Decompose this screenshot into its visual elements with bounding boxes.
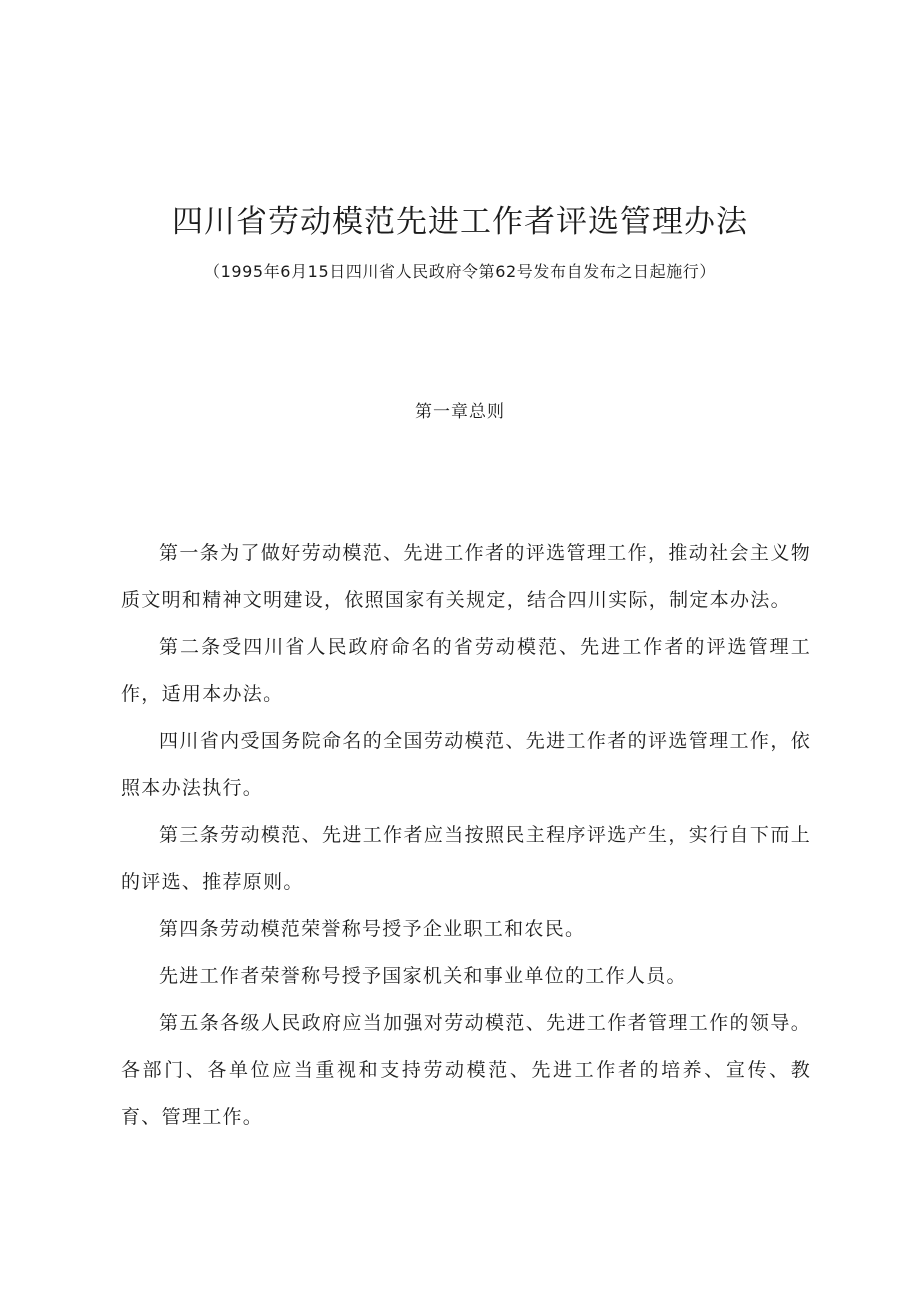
document-body (121, 530, 811, 1141)
article-4-continuation-paragraph: 先进工作者荣誉称号授予国家机关和事业单位的工作人员。 (159, 965, 687, 987)
article-3-paragraph: 第三条劳动模范、先进工作者应当按照民主程序评选产生，实行自下而上的评选、推荐原则。 (121, 824, 811, 893)
article-2-continuation-paragraph: 四川省内受国务院命名的全国劳动模范、先进工作者的评选管理工作，依照本办法执行。 (121, 730, 811, 799)
article-2-paragraph: 第二条受四川省人民政府命名的省劳动模范、先进工作者的评选管理工作，适用本办法。 (121, 636, 811, 705)
document-title: 四川省劳动模范先进工作者评选管理办法 (172, 204, 748, 240)
article-4-paragraph: 第四条劳动模范荣誉称号授予企业职工和农民。 (159, 918, 586, 940)
document-subtitle: （1995年6月15日四川省人民政府令第62号发布自发布之日起施行） (203, 262, 717, 281)
article-5-paragraph: 第五条各级人民政府应当加强对劳动模范、先进工作者管理工作的领导。各部门、各单位应当重视和支持劳动模范、先进工作者的培养、宣传、教育、管理工作。 (121, 1012, 811, 1128)
article-1-paragraph: 第一条为了做好劳动模范、先进工作者的评选管理工作，推动社会主义物质文明和精神文明建设，依照国家有关规定，结合四川实际，制定本办法。 (121, 542, 811, 611)
chapter-heading: 第一章总则 (415, 402, 505, 422)
